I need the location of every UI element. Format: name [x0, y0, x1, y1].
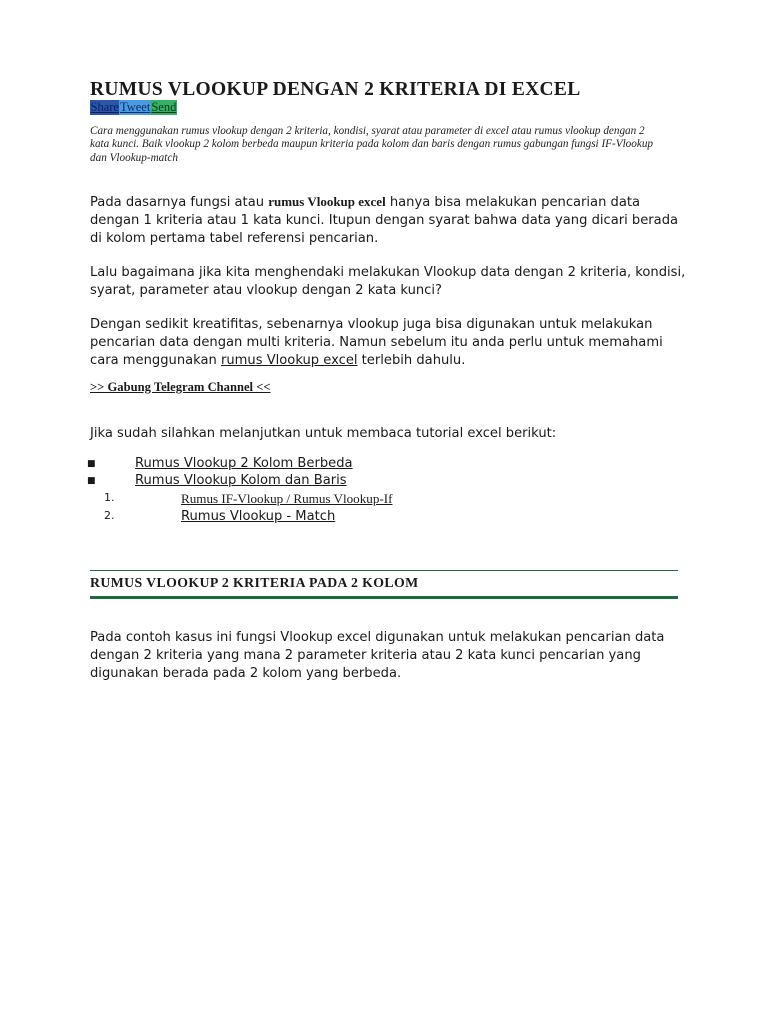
page-title: RUMUS VLOOKUP DENGAN 2 KRITERIA DI EXCEL	[90, 79, 581, 100]
paragraph-1-end: hanya bisa melakukan pencarian data dengan 1 kriteria atau 1 kata kunci. Itupun dengan syarat bahwa data yang dicari berada di kolom pertama tabel referensi pencarian.	[90, 195, 679, 246]
bullet-icon: ■	[87, 476, 96, 486]
share-bar	[90, 100, 177, 115]
paragraph-3	[90, 316, 690, 370]
section-divider-bottom	[90, 596, 678, 599]
intro-summary: Cara menggunakan rumus vlookup dengan 2 kriteria, kondisi, syarat atau parameter di excel atau rumus vlookup dengan 2 kata kunci. Baik vlookup 2 kolom berbeda maupun kriteria pada kolom dan baris dengan rumus gabungan fungsi IF-Vlookup dan Vlookup-match	[90, 125, 654, 164]
list-number: 1.	[104, 491, 115, 504]
paragraph-5: Pada contoh kasus ini fungsi Vlookup excel digunakan untuk melakukan pencarian data dengan 2 kriteria yang mana 2 parameter kriteria atau 2 kata kunci pencarian yang digunakan berada pada 2 kolom yang berbeda.	[90, 630, 665, 681]
paragraph-2: Lalu bagaimana jika kita menghendaki melakukan Vlookup data dengan 2 kriteria, kondisi, syarat, parameter atau vlookup dengan 2 kata kunci?	[90, 265, 686, 298]
rumus-vlookup-link[interactable]: rumus Vlookup excel	[220, 353, 358, 368]
link-vlookup-match[interactable]: Rumus Vlookup - Match	[181, 509, 336, 524]
paragraph-1	[90, 193, 690, 248]
share-button[interactable]: Share	[90, 100, 119, 114]
link-vlookup-kolom-baris[interactable]: Rumus Vlookup Kolom dan Baris	[135, 473, 347, 488]
telegram-channel-link[interactable]: >> Gabung Telegram Channel <<	[90, 380, 271, 394]
paragraph-3-end: terlebih dahulu.	[357, 353, 466, 368]
send-button[interactable]: Send	[151, 100, 177, 114]
paragraph-4: Jika sudah silahkan melanjutkan untuk membaca tutorial excel berikut:	[90, 426, 557, 441]
link-if-vlookup[interactable]: Rumus IF-Vlookup / Rumus Vlookup-If	[181, 491, 393, 506]
tweet-button[interactable]: Tweet	[119, 100, 151, 114]
paragraph-3-start: Dengan sedikit kreatifitas, sebenarnya vlookup juga bisa digunakan untuk melakukan pencarian data dengan multi kriteria. Namun sebelum itu anda perlu untuk memahami cara menggunakan	[90, 317, 663, 368]
keyword-rumus-vlookup: rumus Vlookup excel	[268, 194, 386, 209]
list-number: 2.	[104, 509, 115, 522]
section-heading: RUMUS VLOOKUP 2 KRITERIA PADA 2 KOLOM	[90, 575, 419, 590]
link-vlookup-2-kolom[interactable]: Rumus Vlookup 2 Kolom Berbeda	[135, 456, 353, 471]
bullet-icon: ■	[87, 459, 96, 469]
section-divider-top	[90, 570, 678, 571]
paragraph-1-start: Pada dasarnya fungsi atau	[90, 195, 269, 210]
